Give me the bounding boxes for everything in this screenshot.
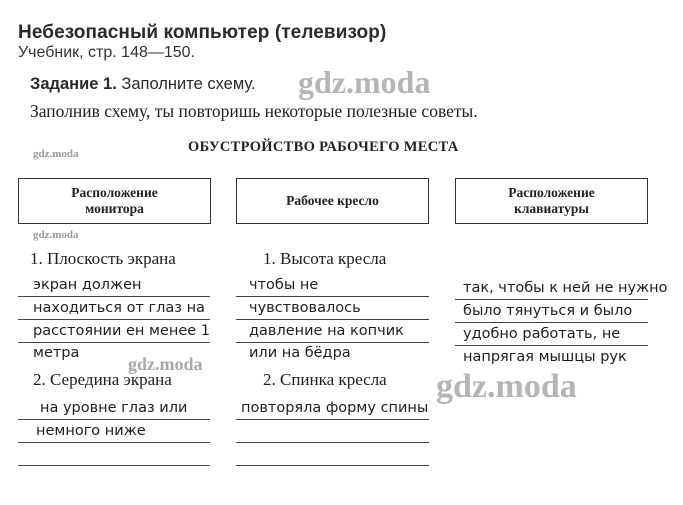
item-title: 2. Спинка кресла <box>263 370 387 389</box>
task-instruction: Заполните схему. <box>121 75 256 93</box>
box-work-chair <box>236 178 429 224</box>
watermark: gdz.moda <box>128 354 203 374</box>
watermark-small: gdz.moda <box>33 229 79 241</box>
textbook-reference: Учебник, стр. 148—150. <box>18 44 195 61</box>
box-label: Расположение клавиатуры <box>508 185 595 216</box>
item-title: 1. Плоскость экрана <box>30 249 176 268</box>
watermark: gdz.moda <box>436 368 577 405</box>
task-note: Заполнив схему, ты повторишь некоторые полезные советы. <box>30 101 478 121</box>
watermark: gdz.moda <box>298 64 431 100</box>
page-title: Небезопасный компьютер (телевизор) <box>18 22 387 43</box>
answer-line: расстоянии ен менее 1 <box>33 323 211 339</box>
answer-line: немного ниже <box>36 423 146 439</box>
answer-line: повторяла форму спины <box>241 400 429 416</box>
answer-line: или на бёдра <box>249 345 351 361</box>
answer-line: удобно работать, не <box>463 326 621 342</box>
box-label: Расположение монитора <box>71 185 158 216</box>
answer-line: находиться от глаз на <box>33 300 205 316</box>
task-label: Задание 1. <box>30 75 117 93</box>
answer-line: давление на копчик <box>249 323 404 339</box>
answer-line: так, чтобы к ней не нужно <box>463 280 668 296</box>
box-label: Рабочее кресло <box>286 193 379 208</box>
answer-line: напрягая мышцы рук <box>463 349 627 365</box>
scheme-heading: ОБУСТРОЙСТВО РАБОЧЕГО МЕСТА <box>188 139 459 155</box>
answer-line: на уровне глаз или <box>40 400 188 416</box>
task-heading <box>30 75 256 94</box>
box-keyboard-position <box>455 178 648 224</box>
answer-line: чувствовалось <box>249 300 361 316</box>
item-title: 2. Середина экрана <box>33 370 172 389</box>
watermark-small: gdz.moda <box>33 148 79 160</box>
answer-line: метра <box>33 345 80 361</box>
answer-line: чтобы не <box>249 277 319 293</box>
answer-line: было тянуться и было <box>463 303 633 319</box>
answer-line: экран должен <box>33 277 142 293</box>
box-monitor-position <box>18 178 211 224</box>
item-title: 1. Высота кресла <box>263 249 387 268</box>
